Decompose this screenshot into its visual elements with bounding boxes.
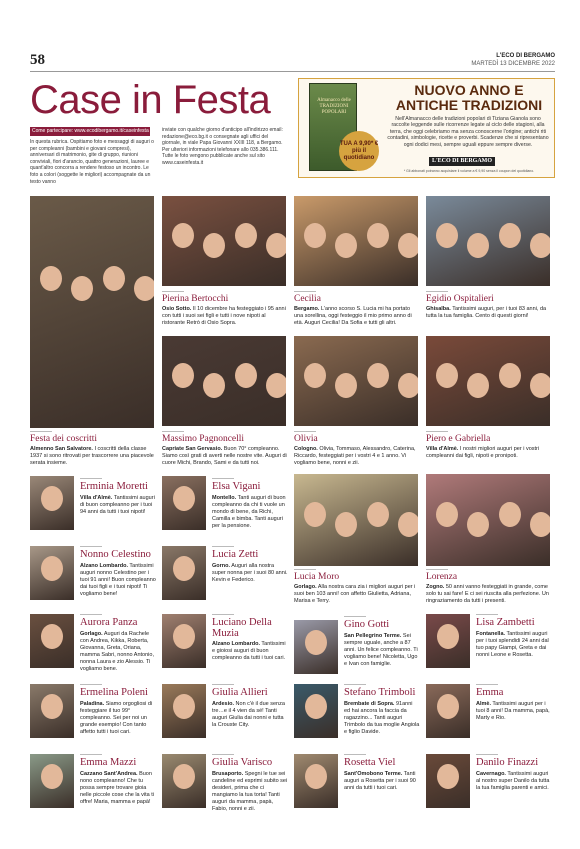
entry-message bbox=[212, 771, 288, 813]
person-face bbox=[437, 764, 459, 789]
entry-location: Villa d'Almè. bbox=[426, 446, 459, 452]
entry-name: Olivia bbox=[294, 434, 318, 444]
entry-text: Tanti auguri di buon compleanno da chi ti vuole un mondo di bene, da Richi, Camilla e bimba. Tanti auguri per la pensione. bbox=[212, 495, 286, 529]
entry-text: Tantissimi e gioiosi auguri di buon compleanno da tutti i tuoi cari. bbox=[212, 641, 286, 661]
person-face bbox=[530, 233, 550, 258]
name-rule bbox=[426, 569, 448, 570]
participation-banner: Come partecipare: www.ecodibergamo.it/caseinfesta bbox=[32, 128, 149, 134]
entry-name: Aurora Panza bbox=[80, 617, 138, 628]
entry-message bbox=[426, 446, 552, 460]
person-face bbox=[467, 373, 489, 398]
name-rule bbox=[426, 431, 448, 432]
entry-location: Gorlago. bbox=[294, 584, 317, 590]
person-face bbox=[367, 223, 389, 248]
photo-piero-e-gabriella bbox=[426, 336, 550, 426]
entry-text: Auguri da Rachele con Andrea, Kikka, Roberta, Giovanna, Greta, Oriana, mamma Sabri, nonno Antonio, nonna Laura e zio Alessio. Ti vogliamo bene. bbox=[80, 631, 154, 672]
book-title: Almanacco delle TRADIZIONI POPOLARI bbox=[317, 98, 351, 115]
intro-column-1: In questa rubrica. Ospitiamo foto e messaggi di auguri o per compleanni (bambini e giovani compresi), anniversari di matrimonio, gite di gruppo, riunioni conviviali, fiori d'arancio, quattro generazioni, lauree e quant'altro concorra a rendere festoso un incontro. Le foto a colori (soggette le migliori) accompagnate da un testo vanno bbox=[30, 139, 154, 185]
entry-name: Luciano Della Muzia bbox=[212, 617, 272, 639]
name-rule bbox=[344, 684, 366, 685]
entry-message bbox=[80, 771, 156, 806]
person-face bbox=[235, 363, 257, 388]
entry-name: Giulia Allieri bbox=[212, 687, 268, 698]
intro-column-2: inviate con qualche giorno d'anticipo all'indirizzo email: redazione@eco.bg.it o consegnate agli uffici del giornale, in viale Papa Giovanni XXIII 118, a Bergamo. Per ulteriori informazioni telefonare allo 035.386.111. Tutte le foto vengono pubblicate anche sul sito www.caseinfesta.it bbox=[162, 127, 283, 166]
entry-name: Lorenza bbox=[426, 572, 458, 582]
entry-message bbox=[476, 631, 552, 659]
entry-text: Spegni le tue sei candeline ed esprimi subito sei desideri, prima che ci mangiamo la tua torta! Tanti auguri da mamma, papà, Fabio, nonni e zii. bbox=[212, 771, 288, 812]
entry-name: Festa dei coscritti bbox=[30, 434, 98, 444]
entry-name: Danilo Finazzi bbox=[476, 757, 539, 768]
person-face bbox=[41, 694, 63, 719]
entry-name: Giulia Varisco bbox=[212, 757, 273, 768]
person-face bbox=[398, 373, 418, 398]
entry-name: Pierina Bertocchi bbox=[162, 294, 229, 304]
entry-name: Massimo Pagnoncelli bbox=[162, 434, 245, 444]
photo-olivia bbox=[294, 336, 418, 426]
photo-lisa-zambetti bbox=[426, 614, 470, 668]
entry-message bbox=[162, 446, 288, 467]
person-face bbox=[173, 624, 195, 649]
photo-festa-dei-coscritti bbox=[30, 196, 154, 428]
page-number: 58 bbox=[30, 52, 45, 68]
entry-name: Stefano Trimboli bbox=[344, 687, 416, 698]
entry-name: Lisa Zambetti bbox=[476, 617, 535, 628]
photo-lucia-zetti bbox=[162, 546, 206, 600]
entry-location: Villa d'Almè. bbox=[80, 495, 113, 501]
entry-text: Tantissimi auguri, per i tuoi 83 anni, da tutta la tua famiglia. Cento di questi giorni! bbox=[426, 306, 547, 319]
person-face bbox=[40, 266, 62, 291]
entry-location: Osio Sotto. bbox=[162, 306, 192, 312]
entry-text: Tantissimi auguri al nostro super Danilo da tutta la tua famiglia parenti e amici. bbox=[476, 771, 550, 791]
entry-location: Ghisalba. bbox=[426, 306, 451, 312]
person-face bbox=[305, 764, 327, 789]
entry-name: Lucia Zetti bbox=[212, 549, 259, 560]
entry-name: Emma Mazzi bbox=[80, 757, 137, 768]
entry-message bbox=[476, 771, 552, 792]
photo-elsa-vigani bbox=[162, 476, 206, 530]
entry-text: Tantissimi auguri nonno Celestino per i tuoi 91 anni! Buon compleanno dai tuoi figli e i tuoi nipoti! Ti vogliamo bene! bbox=[80, 563, 156, 597]
name-rule bbox=[212, 684, 234, 685]
person-face bbox=[436, 363, 458, 388]
person-face bbox=[304, 502, 326, 527]
entry-name: Rosetta Viel bbox=[344, 757, 396, 768]
person-face bbox=[173, 486, 195, 511]
entry-message bbox=[344, 701, 420, 736]
entry-location: Capriate San Gervasio. bbox=[162, 446, 223, 452]
person-face bbox=[71, 276, 93, 301]
person-face bbox=[304, 223, 326, 248]
person-face bbox=[367, 363, 389, 388]
photo-nonno-celestino bbox=[30, 546, 74, 600]
name-rule bbox=[80, 754, 102, 755]
person-face bbox=[335, 512, 357, 537]
entry-location: Sant'Omobono Terme. bbox=[344, 771, 403, 777]
person-face bbox=[173, 556, 195, 581]
entry-text: Buon nono compleanno! Che tu possa sempre trovare gioia nelle piccole cose che la vita ti offre! Maria, mamma e papà! bbox=[80, 771, 154, 805]
entry-message bbox=[212, 563, 288, 584]
ad-body: Nell'Almanacco delle tradizioni popolari di Tiziana Gianola sono raccolte leggende sulle ricorrenze legate al ciclo delle stagioni, alla terra, che oggi celebriamo ma senza conoscerne l'origine; antichi riti contadini, simbologie, ricette e proverbi. Scadenze che si ripresentano ogni dodici mesi, sempre uguali eppure sempre diverse. bbox=[387, 116, 549, 148]
entry-location: Almenno San Salvatore. bbox=[30, 446, 93, 452]
person-face bbox=[367, 502, 389, 527]
person-face bbox=[304, 363, 326, 388]
entry-text: Tantissimi auguri di buon compleanno per i tuoi 94 anni da tutti i tuoi nipoti! bbox=[80, 495, 155, 515]
entry-text: Alla nostra cara zia i migliori auguri per i suoi ben 103 anni! con affetto Giulietta, Adriana, Marisa e Terry. bbox=[294, 584, 416, 604]
name-rule bbox=[80, 478, 102, 479]
person-face bbox=[305, 694, 327, 719]
person-face bbox=[398, 512, 418, 537]
entry-location: Brusaporto. bbox=[212, 771, 244, 777]
photo-ermelina-poleni bbox=[30, 684, 74, 738]
name-rule bbox=[212, 546, 234, 547]
almanac-advertisement[interactable] bbox=[298, 78, 555, 178]
person-face bbox=[530, 373, 550, 398]
name-rule bbox=[80, 546, 102, 547]
entry-message bbox=[30, 446, 156, 467]
photo-aurora-panza bbox=[30, 614, 74, 668]
photo-giulia-varisco bbox=[162, 754, 206, 808]
photo-cecilia bbox=[294, 196, 418, 286]
entry-message bbox=[294, 446, 420, 467]
name-rule bbox=[80, 684, 102, 685]
person-face bbox=[172, 363, 194, 388]
entry-text: Siamo orgogliosi di festeggiare il tuo 99° compleanno. Sei per noi un grande esempio! Con tanto affetto tutti i tuoi cari. bbox=[80, 701, 153, 735]
entry-location: Cavernago. bbox=[476, 771, 506, 777]
person-face bbox=[467, 512, 489, 537]
person-face bbox=[134, 276, 154, 301]
entry-location: Cologno. bbox=[294, 446, 318, 452]
entry-location: Bergamo. bbox=[294, 306, 320, 312]
entry-message bbox=[426, 584, 552, 605]
person-face bbox=[335, 233, 357, 258]
eco-logo: L'ECO DI BERGAMO bbox=[429, 157, 495, 166]
person-face bbox=[103, 266, 125, 291]
entry-location: Cazzano Sant'Andrea. bbox=[80, 771, 138, 777]
entry-message bbox=[294, 306, 420, 327]
entry-text: I nostri migliori auguri per i vostri compleanni dai figli, nipoti e pronipoti. bbox=[426, 446, 540, 459]
page-header bbox=[30, 52, 555, 72]
person-face bbox=[41, 556, 63, 581]
entry-name: Elsa Vigani bbox=[212, 481, 261, 492]
name-rule bbox=[476, 684, 498, 685]
person-face bbox=[530, 512, 550, 537]
price-badge: TUA A 9,90* € più il quotidiano bbox=[339, 131, 379, 171]
entry-name: Emma bbox=[476, 687, 504, 698]
ad-headline: NUOVO ANNO E ANTICHE TRADIZIONI bbox=[395, 82, 543, 113]
name-rule bbox=[80, 614, 102, 615]
person-face bbox=[235, 223, 257, 248]
entry-text: I coscritti della classe 1937 si sono ritrovati per trascorrere una piacevole serata insieme. bbox=[30, 446, 154, 466]
entry-text: Tanti auguri a Rosetta per i suoi 90 anni da tutti i tuoi cari. bbox=[344, 771, 416, 791]
person-face bbox=[436, 223, 458, 248]
photo-rosetta-viel bbox=[294, 754, 338, 808]
section-title: Case in Festa bbox=[30, 78, 271, 122]
name-rule bbox=[294, 569, 316, 570]
entry-text: Non c'è il due senza tre…e il 4 vien da sé! Tanti auguri Giulia dai nonni e tutta la Crouste City. bbox=[212, 701, 285, 728]
entry-message bbox=[476, 701, 552, 722]
entry-message bbox=[80, 701, 156, 736]
entry-message bbox=[344, 633, 420, 668]
entry-location: Brembate di Sopra. bbox=[344, 701, 395, 707]
person-face bbox=[437, 624, 459, 649]
ad-footnote: * Gli abbonati potranno acquistare il volume a € 9,90 senza il coupon del quotidiano. bbox=[403, 169, 535, 173]
photo-stefano-trimboli bbox=[294, 684, 338, 738]
person-face bbox=[203, 373, 225, 398]
name-rule bbox=[294, 291, 316, 292]
person-face bbox=[203, 233, 225, 258]
entry-message bbox=[344, 771, 420, 792]
person-face bbox=[41, 486, 63, 511]
entry-text: 50 anni vanno festeggiati in grande, come solo tu sai fare! E ci sei riuscita alla perfezione. Un ringraziamento da tutti i presenti. bbox=[426, 584, 549, 604]
name-rule bbox=[162, 431, 184, 432]
photo-emma bbox=[426, 684, 470, 738]
person-face bbox=[499, 363, 521, 388]
person-face bbox=[173, 764, 195, 789]
entry-name: Piero e Gabriella bbox=[426, 434, 491, 444]
name-rule bbox=[30, 431, 52, 432]
person-face bbox=[266, 373, 286, 398]
entry-location: Alzano Lombardo. bbox=[80, 563, 128, 569]
person-face bbox=[499, 502, 521, 527]
entry-text: Tantissimi auguri per i tuoi splendidi 24 anni dal tuo papy Giampi, Greta e dai nonni Leone e Rosetta. bbox=[476, 631, 549, 658]
name-rule bbox=[212, 614, 234, 615]
person-face bbox=[305, 630, 327, 655]
photo-erminia-moretti bbox=[30, 476, 74, 530]
name-rule bbox=[162, 291, 184, 292]
name-rule bbox=[212, 478, 234, 479]
entry-location: Paladina. bbox=[80, 701, 105, 707]
entry-name: Ermelina Poleni bbox=[80, 687, 148, 698]
entry-text: Olivia, Tommaso, Alessandro, Caterina, Riccardo, festeggiati per i vostri 4 e 1 anno. Vi vogliamo bene, nonni e zii. bbox=[294, 446, 416, 466]
photo-lucia-moro bbox=[294, 474, 418, 566]
entry-location: San Pellegrino Terme. bbox=[344, 633, 402, 639]
entry-name: Erminia Moretti bbox=[80, 481, 148, 492]
photo-gino-gotti bbox=[294, 620, 338, 674]
person-face bbox=[266, 233, 286, 258]
name-rule bbox=[476, 614, 498, 615]
person-face bbox=[499, 223, 521, 248]
paper-name: L'ECO DI BERGAMO bbox=[496, 53, 555, 59]
person-face bbox=[173, 694, 195, 719]
person-face bbox=[335, 373, 357, 398]
entry-location: Almè. bbox=[476, 701, 491, 707]
masthead bbox=[471, 52, 555, 68]
photo-giulia-allieri bbox=[162, 684, 206, 738]
photo-luciano-della-muzia bbox=[162, 614, 206, 668]
entry-text: Il 10 dicembre ha festeggiato i 95 anni con tutti i suoi sei figli e tutti i nove nipoti al ristorante Retrò di Osio Sopra. bbox=[162, 306, 286, 326]
entry-message bbox=[80, 631, 156, 673]
entry-text: Buon 70° compleanno. Siamo così grati di averti nelle nostre vite. Auguri di cuore Michi, Brando, Sami e da tutti noi. bbox=[162, 446, 287, 466]
entry-text: Auguri alla nostra super nonna per i suoi 80 anni. Kevin e Federico. bbox=[212, 563, 288, 583]
person-face bbox=[436, 502, 458, 527]
entry-location: Gorlago. bbox=[80, 631, 103, 637]
photo-massimo-pagnoncelli bbox=[162, 336, 286, 426]
person-face bbox=[41, 764, 63, 789]
entry-location: Montello. bbox=[212, 495, 237, 501]
photo-emma-mazzi bbox=[30, 754, 74, 808]
entry-message bbox=[162, 306, 288, 327]
entry-text: L'anno scorso S. Lucia mi ha portato una sorellina, oggi festeggio il mio primo anno di età. Auguri Cecilia! Da Sofia e tutti gli altri. bbox=[294, 306, 412, 326]
entry-message bbox=[294, 584, 420, 605]
person-face bbox=[437, 694, 459, 719]
entry-name: Gino Gotti bbox=[344, 619, 390, 630]
photo-egidio-ospitalieri bbox=[426, 196, 550, 286]
entry-message bbox=[212, 701, 288, 729]
name-rule bbox=[344, 616, 366, 617]
photo-lorenza bbox=[426, 474, 550, 566]
entry-name: Egidio Ospitalieri bbox=[426, 294, 494, 304]
issue-date: MARTEDÌ 13 DICEMBRE 2022 bbox=[471, 61, 555, 67]
entry-text: Tantissimi auguri per i tuoi 8 anni! Da mamma, papà, Marty e Rio. bbox=[476, 701, 550, 721]
entry-location: Fontanella. bbox=[476, 631, 506, 637]
name-rule bbox=[426, 291, 448, 292]
entry-text: Sei sempre uguale, anche a 87 anni. Un felice compleanno. Ti vogliamo bene! Nicoletta, Ugo e Ivan con famiglie. bbox=[344, 633, 418, 667]
entry-location: Ardesio. bbox=[212, 701, 235, 707]
entry-message bbox=[212, 641, 288, 662]
entry-location: Gorno. bbox=[212, 563, 231, 569]
entry-location: Zogno. bbox=[426, 584, 445, 590]
name-rule bbox=[476, 754, 498, 755]
name-rule bbox=[212, 754, 234, 755]
entry-text: 91anni ed hai ancora la faccia da ragazzino... Tanti auguri Trimbolo da tua moglie Angiola e figlio Davide. bbox=[344, 701, 420, 735]
entry-message bbox=[426, 306, 552, 320]
name-rule bbox=[344, 754, 366, 755]
entry-message bbox=[80, 563, 156, 598]
entry-name: Cecilia bbox=[294, 294, 321, 304]
photo-pierina-bertocchi bbox=[162, 196, 286, 286]
person-face bbox=[41, 624, 63, 649]
person-face bbox=[172, 223, 194, 248]
photo-danilo-finazzi bbox=[426, 754, 470, 808]
person-face bbox=[398, 233, 418, 258]
entry-message bbox=[212, 495, 288, 530]
name-rule bbox=[294, 431, 316, 432]
entry-name: Nonno Celestino bbox=[80, 549, 151, 560]
person-face bbox=[467, 233, 489, 258]
entry-name: Lucia Moro bbox=[294, 572, 340, 582]
entry-message bbox=[80, 495, 156, 516]
entry-location: Alzano Lombardo. bbox=[212, 641, 260, 647]
